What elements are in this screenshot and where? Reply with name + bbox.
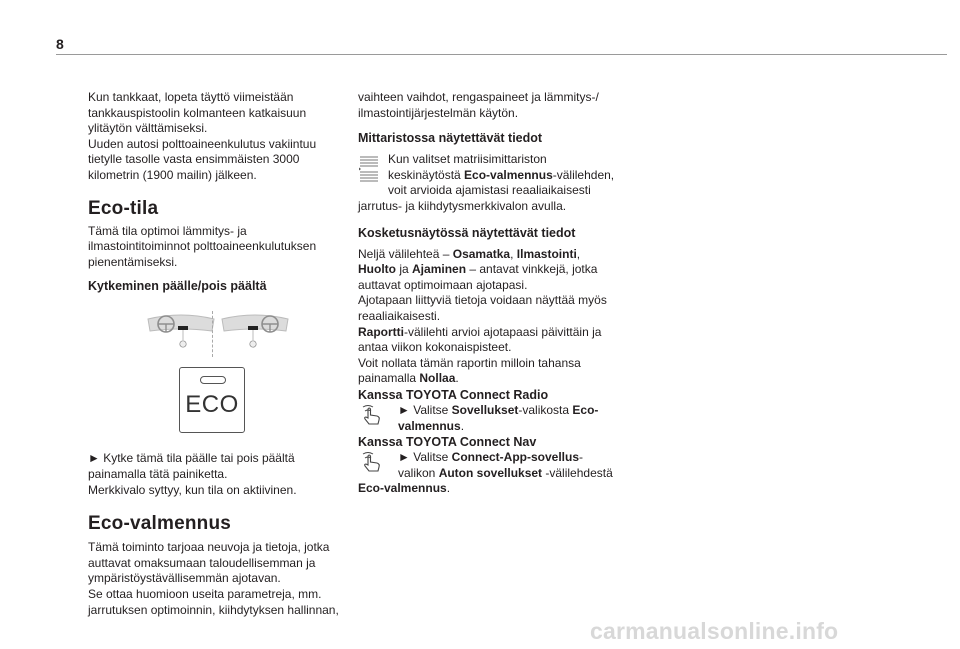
cluster-text-end: -välilehden, voit arvioida ajamistasi reaaliaikaisesti jarrutus- ja kiihdytysmerkkivalon avulla.	[358, 167, 615, 213]
eco-coaching-description: Tämä toiminto tarjoaa neuvoja ja tietoja, jotka auttavat omaksumaan taloudellisemman ja ympäristöystävällisemmän ajotavan.	[88, 540, 330, 586]
text: Neljä välilehteä –	[358, 246, 453, 261]
eco-instruction: ► Kytke tämä tila päälle tai pois päältä painamalla tätä painiketta.	[88, 451, 295, 481]
app-name: Eco-valmennus	[358, 481, 447, 496]
tab-name-raportti: Raportti	[358, 324, 404, 339]
text: ► Valitse	[398, 402, 452, 417]
toggle-heading: Kytkeminen päälle/pois päältä	[88, 279, 267, 294]
cluster-heading: Mittaristossa näytettävät tiedot	[358, 131, 543, 146]
tab-name-ilmastointi: Ilmastointi	[516, 246, 577, 261]
text: -valikon	[398, 450, 584, 480]
eco-button-illustration	[88, 367, 350, 443]
text: -valikosta	[518, 402, 573, 417]
touchscreen-heading: Kosketusnäytössä näytettävät tiedot	[358, 225, 576, 240]
dashboard-location-diagram	[88, 311, 350, 359]
dashboard-left-hand-drive-icon	[146, 313, 216, 353]
intro-paragraph: Kun tankkaat, lopeta täyttö viimeistään tankkauspistoolin kolmanteen katkaisuun ylitäytön välttämiseksi.	[88, 90, 307, 136]
figure-divider	[212, 311, 213, 357]
tab-name: Auton sovellukset	[438, 465, 543, 480]
realtime-paragraph: Ajotapaan liittyviä tietoja voidaan näyttää myös reaaliaikaisesti.	[358, 293, 607, 323]
touch-hand-icon	[360, 450, 386, 474]
text: ja	[396, 262, 413, 277]
nav-instruction-end	[358, 481, 620, 497]
eco-indicator-light	[200, 376, 226, 384]
eco-mode-description: Tämä tila optimoi lämmitys- ja ilmastointitoiminnot polttoaineenkulutuksen pienentämiseksi.	[88, 223, 317, 269]
text: .	[446, 481, 451, 496]
menu-name: Sovellukset	[451, 402, 519, 417]
text: ► Valitse	[398, 450, 452, 465]
app-name: Eco-valmennus	[398, 402, 599, 433]
eco-button	[179, 367, 245, 433]
menu-name: Connect-App-sovellus	[451, 450, 580, 465]
watermark: carmanualsonline.info	[590, 618, 839, 644]
tab-name-ajaminen: Ajaminen	[412, 262, 467, 277]
right-column	[358, 90, 620, 497]
page-number: 8	[56, 36, 64, 52]
reset-label: Nollaa	[419, 371, 456, 386]
text: Voit nollata tämän raportin milloin tahansa painamalla	[358, 355, 581, 386]
matrix-display-icon	[358, 154, 380, 184]
tabs-paragraph	[358, 247, 620, 294]
radio-heading: Kanssa TOYOTA Connect Radio	[358, 387, 549, 402]
text: -välilehti arvioi ajotapaasi päivittäin ja antaa viikon kokonaispisteet.	[358, 324, 602, 355]
text: .	[460, 418, 465, 433]
tab-name-osamatka: Osamatka	[452, 246, 511, 261]
text: .	[455, 371, 459, 386]
eco-coaching-heading: Eco-valmennus	[88, 513, 232, 535]
cluster-text: Kun valitset matriisimittariston keskinäytöstä	[388, 152, 547, 182]
eco-button-label: ECO	[185, 391, 239, 419]
text: – antavat vinkkejä, jotka auttavat optimoimaan ajotapasi.	[358, 262, 598, 292]
tab-name-huolto: Huolto	[358, 262, 396, 277]
left-column	[88, 90, 350, 618]
report-paragraph	[358, 325, 620, 356]
radio-instruction	[358, 403, 620, 434]
touch-hand-icon	[360, 403, 386, 427]
reset-paragraph	[358, 356, 620, 387]
eco-mode-heading: Eco-tila	[88, 197, 159, 219]
header-rule	[56, 54, 947, 55]
intro-paragraph: Uuden autosi polttoaineenkulutus vakiintuu tietylle tasolle vasta ensimmäisten 3000 kilometrin (1900 mailin) jälkeen.	[88, 136, 317, 182]
cluster-paragraph	[358, 152, 620, 214]
eco-indicator-note: Merkkivalo syttyy, kun tila on aktiivinen.	[88, 482, 297, 497]
nav-instruction	[358, 450, 620, 481]
continued-paragraph: vaihteen vaihdot, rengaspaineet ja lämmitys-/ ilmastointijärjestelmän käytön.	[358, 90, 599, 120]
eco-button-figure	[88, 311, 350, 443]
text: ,	[510, 246, 517, 261]
cluster-tab-name: Eco-valmennus	[464, 167, 553, 182]
nav-heading: Kanssa TOYOTA Connect Nav	[358, 435, 537, 450]
text: ,	[576, 246, 581, 261]
eco-coaching-parameters: Se ottaa huomioon useita parametreja, mm. jarrutuksen optimoinnin, kiihdytyksen hallinnan,	[88, 586, 339, 617]
dashboard-right-hand-drive-icon	[220, 313, 290, 353]
text: -välilehdestä	[542, 465, 613, 480]
